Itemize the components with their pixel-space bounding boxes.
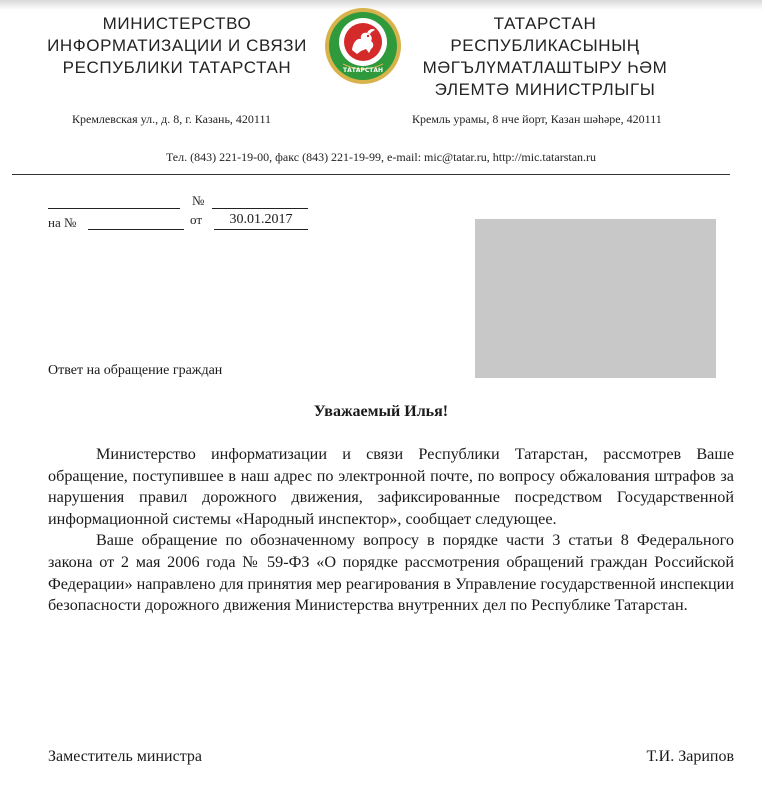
tatarstan-emblem-icon	[323, 6, 403, 86]
ministry-name-ru-line: ИНФОРМАТИЗАЦИИ И СВЯЗИ	[47, 36, 307, 55]
body-paragraph: Ваше обращение по обозначенному вопросу в порядке части 3 статьи 8 Федерального закона от 2 мая 2006 года № 59-ФЗ «О порядке рассмотрения обращений граждан Российской Федерации» направлено для принятия мер реагирования в Управление государственной инспекции безопасности дорожного движения Министерства внутренних дел по Республике Татарстан.	[48, 531, 734, 615]
signatory-name: Т.И. Зарипов	[646, 748, 734, 765]
reply-to-number-label: на №	[48, 215, 77, 230]
emblem-caption: ТАТАРСТАН	[342, 67, 384, 74]
ministry-name-russian	[32, 13, 322, 79]
ministry-name-ru-line: РЕСПУБЛИКИ ТАТАРСТАН	[62, 58, 292, 77]
ministry-name-tt-line: ЭЛЕМТӘ МИНИСТРЛЫГЫ	[434, 80, 656, 99]
redacted-recipient-block	[475, 219, 716, 378]
address-russian: Кремлевская ул., д. 8, г. Казань, 420111	[72, 112, 272, 126]
ministry-name-tt-line: МӘГЪЛҮМАТЛАШТЫРУ ҺӘМ	[422, 58, 668, 77]
ministry-name-tt-line: ТАТАРСТАН	[493, 14, 597, 33]
body-paragraph: Министерство информатизации и связи Республики Татарстан, рассмотрев Ваше обращение, поступившее в наш адрес по электронной почте, по вопросу обжалования штрафов за нарушения правил дорожного движения, зафиксированные посредством Государственной информационной системы «Народный инспектор», сообщает следующее.	[48, 445, 734, 528]
outgoing-number-line	[48, 208, 180, 209]
ministry-name-ru-line: МИНИСТЕРСТВО	[102, 14, 252, 33]
ministry-name-tatar	[400, 13, 690, 101]
reply-to-number-line	[88, 229, 184, 230]
address-tatar: Кремль урамы, 8 нче йорт, Казан шәһәре, 420111	[412, 112, 662, 126]
header-divider	[12, 174, 730, 175]
number-field-line	[212, 208, 308, 209]
letter-body	[48, 444, 734, 617]
letter-subject: Ответ на обращение граждан	[48, 363, 223, 378]
salutation: Уважаемый Илья!	[313, 403, 449, 420]
signatory-role: Заместитель министра	[48, 748, 202, 765]
contacts-line: Тел. (843) 221-19-00, факс (843) 221-19-99, e-mail: mic@tatar.ru, http://mic.tatarstan.ru	[165, 150, 597, 164]
ministry-name-tt-line: РЕСПУБЛИКАСЫНЫҢ	[450, 36, 640, 55]
letter-date: 30.01.2017	[214, 211, 308, 230]
number-label: №	[192, 193, 205, 208]
date-label: от	[190, 212, 203, 227]
